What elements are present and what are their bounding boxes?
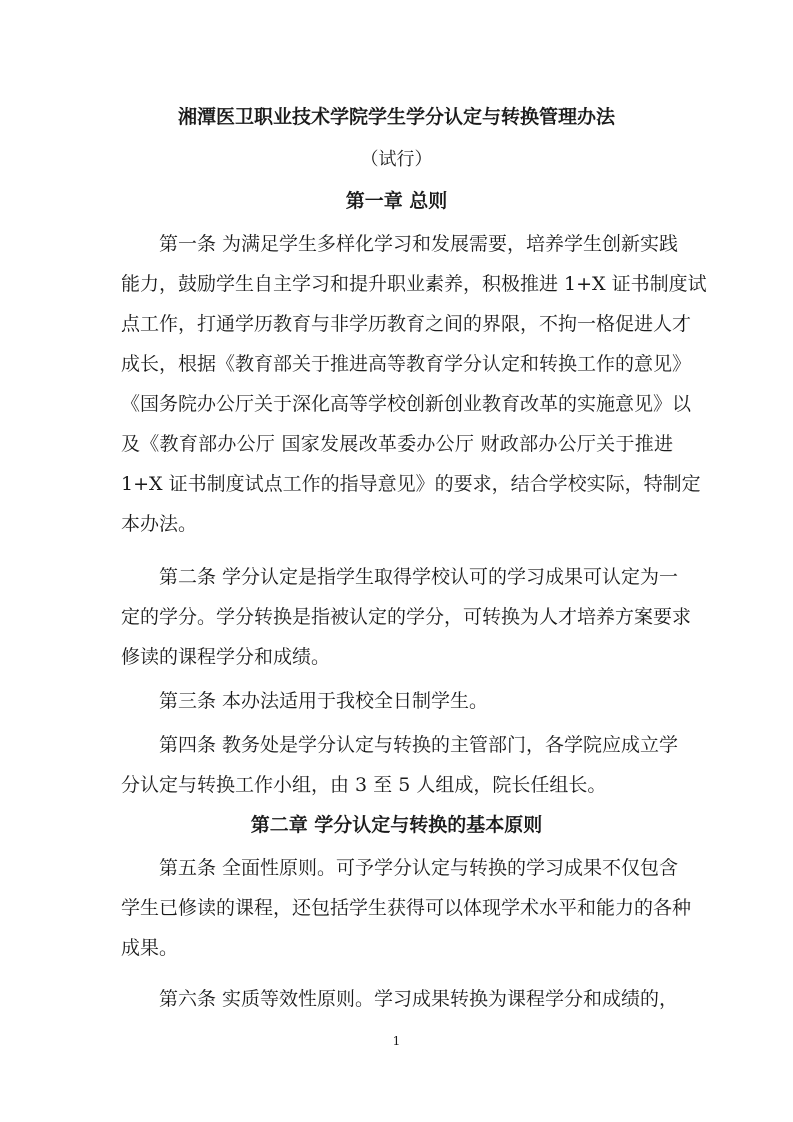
paragraph-line: 第二条 学分认定是指学生取得学校认可的学习成果可认定为一: [159, 566, 679, 588]
document-title: 湘潭医卫职业技术学院学生学分认定与转换管理办法: [177, 106, 615, 128]
paragraph-line: 第四条 教务处是学分认定与转换的主管部门，各学院应成立学: [159, 734, 679, 756]
paragraph-line: 修读的课程学分和成绩。: [121, 646, 331, 668]
paragraph-line: 第五条 全面性原则。可予学分认定与转换的学习成果不仅包含: [159, 857, 679, 879]
paragraph-line: 成长，根据《教育部关于推进高等教育学分认定和转换工作的意见》: [121, 353, 692, 375]
paragraph-line: 能力，鼓励学生自主学习和提升职业素养，积极推进 1+X 证书制度试: [121, 273, 707, 295]
paragraph-line: 1+X 证书制度试点工作的指导意见》的要求，结合学校实际，特制定: [121, 473, 701, 495]
chapter-heading: 第一章 总则: [345, 190, 448, 212]
paragraph-line: 第三条 本办法适用于我校全日制学生。: [159, 690, 489, 712]
paragraph-line: 成果。: [121, 937, 179, 959]
paragraph-line: 第六条 实质等效性原则。学习成果转换为课程学分和成绩的，: [159, 988, 679, 1010]
paragraph-line: 点工作，打通学历教育与非学历教育之间的界限，不拘一格促进人才: [121, 313, 692, 335]
paragraph-line: 及《教育部办公厅 国家发展改革委办公厅 财政部办公厅关于推进: [121, 433, 673, 455]
paragraph-line: 分认定与转换工作小组，由 3 至 5 人组成，院长任组长。: [121, 774, 607, 796]
paragraph-line: 第一条 为满足学生多样化学习和发展需要，培养学生创新实践: [159, 233, 679, 255]
paragraph-line: 本办法。: [121, 513, 198, 535]
page-number: 1: [392, 1034, 401, 1048]
chapter-heading: 第二章 学分认定与转换的基本原则: [250, 814, 543, 836]
paragraph-line: 《国务院办公厅关于深化高等学校创新创业教育改革的实施意见》以: [121, 393, 692, 415]
paragraph-line: 定的学分。学分转换是指被认定的学分，可转换为人才培养方案要求: [121, 606, 692, 628]
paragraph-line: 学生已修读的课程，还包括学生获得可以体现学术水平和能力的各种: [121, 897, 692, 919]
document-subtitle: （试行）: [360, 149, 433, 170]
